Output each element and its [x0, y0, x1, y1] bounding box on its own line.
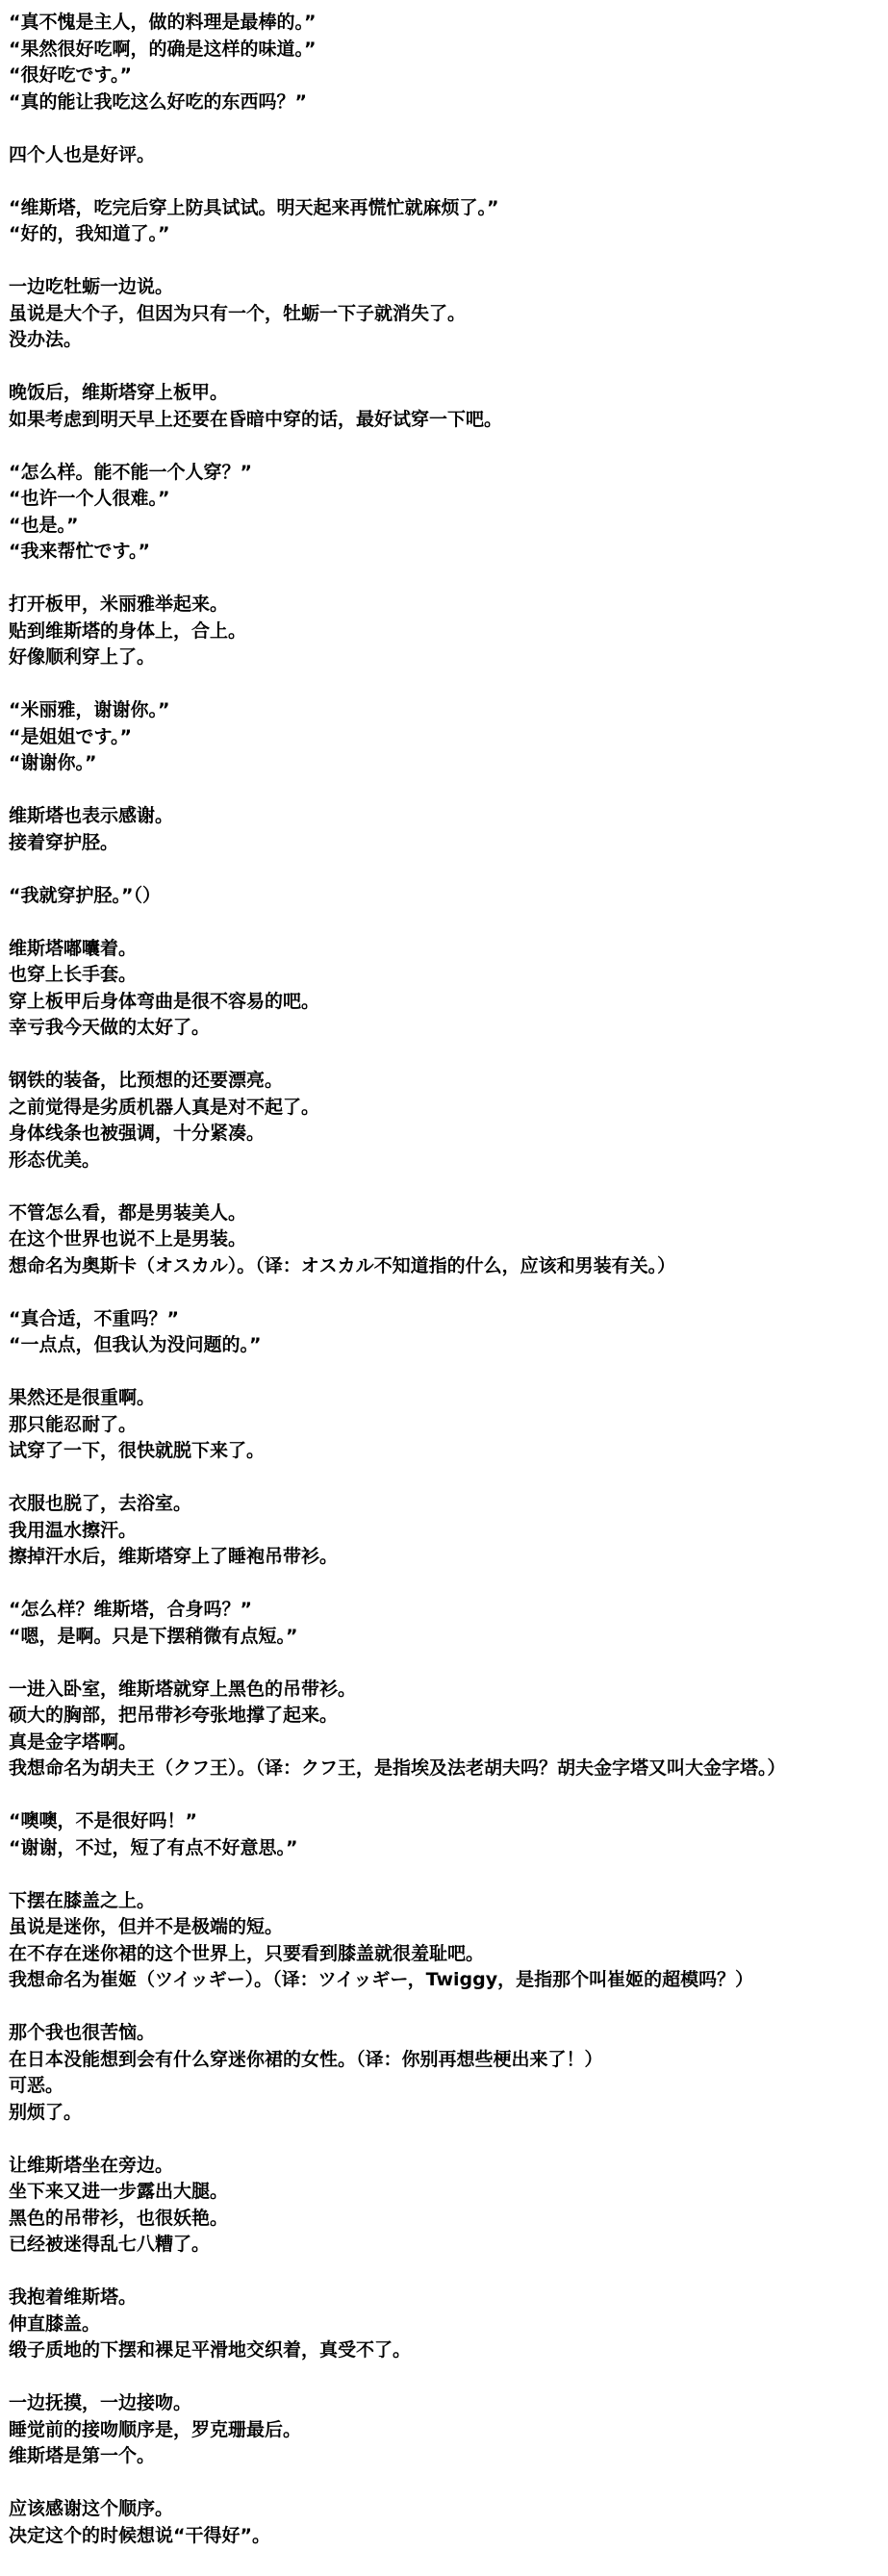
- text-line: “我来帮忙です。”: [9, 541, 150, 562]
- text-line: 也穿上长手套。: [9, 964, 138, 985]
- text-line: 维斯塔是第一个。: [9, 2445, 156, 2466]
- text-line: 缎子质地的下摆和裸足平滑地交织着，真受不了。: [9, 2339, 412, 2361]
- text-line: 已经被迷得乱七八糟了。: [9, 2234, 211, 2255]
- text-line: 之前觉得是劣质机器人真是对不起了。: [9, 1096, 320, 1118]
- text-line: 一边吃牡蛎一边说。: [9, 276, 174, 297]
- text-line: 一进入卧室，维斯塔就穿上黑色的吊带衫。: [9, 1678, 357, 1700]
- paragraph: [9, 592, 879, 671]
- paragraph: [9, 1597, 879, 1650]
- text-line: 接着穿护胫。: [9, 831, 119, 853]
- paragraph: [9, 1306, 879, 1359]
- text-line: 四个人也是好评。: [9, 143, 156, 165]
- paragraph: [9, 803, 879, 856]
- text-line: 我想命名为胡夫王（クフ王）。（译：クフ王，是指埃及法老胡夫吗？胡夫金字塔又叫大金字塔。）: [9, 1757, 786, 1779]
- text-line: 贴到维斯塔的身体上，合上。: [9, 619, 247, 642]
- paragraph: [9, 1200, 879, 1280]
- text-line: 不管怎么看，都是男装美人。: [9, 1201, 247, 1224]
- paragraph: [9, 2285, 879, 2364]
- text-line: 坐下来又进一步露出大腿。: [9, 2181, 229, 2202]
- paragraph: [9, 380, 879, 433]
- paragraph: [9, 2153, 879, 2259]
- text-line: “谢谢，不过，短了有点不好意思。”: [9, 1836, 298, 1858]
- paragraph: [9, 1677, 879, 1782]
- paragraph: [9, 1808, 879, 1861]
- text-line: 让维斯塔坐在旁边。: [9, 2154, 174, 2176]
- text-line: “一点点，但我认为没问题的。”: [9, 1334, 262, 1355]
- text-line: 钢铁的装备，比预想的还要漂亮。: [9, 1070, 284, 1091]
- text-line: 想命名为奥斯卡（オスカル）。（译：オスカル不知道指的什么，应该和男装有关。）: [9, 1254, 676, 1276]
- text-line: “怎么样？维斯塔，合身吗？”: [9, 1599, 252, 1620]
- text-line: 别烦了。: [9, 2101, 83, 2123]
- text-line: 真是金字塔啊。: [9, 1730, 138, 1753]
- paragraph: [9, 2020, 879, 2126]
- text-line: 没办法。: [9, 329, 83, 350]
- text-line: “是姐姐です。”: [9, 725, 132, 747]
- text-line: “米丽雅，谢谢你。”: [9, 699, 170, 720]
- text-line: 果然还是很重啊。: [9, 1387, 156, 1408]
- text-line: 好像顺利穿上了。: [9, 646, 156, 668]
- paragraph: [9, 142, 879, 169]
- text-line: 那个我也很苦恼。: [9, 2022, 156, 2043]
- text-line: 如果考虑到明天早上还要在昏暗中穿的话，最好试穿一下吧。: [9, 408, 503, 430]
- paragraph: [9, 195, 879, 248]
- paragraph: [9, 460, 879, 566]
- text-line: “真不愧是主人，做的料理是最棒的。”: [9, 12, 317, 33]
- text-line: “好的，我知道了。”: [9, 223, 170, 244]
- paragraph: [9, 2390, 879, 2470]
- text-line: “也许一个人很难。”: [9, 488, 170, 509]
- text-line: 虽说是迷你，但并不是极端的短。: [9, 1916, 284, 1937]
- paragraph: [9, 1491, 879, 1571]
- text-line: “真的能让我吃这么好吃的东西吗？”: [9, 90, 307, 113]
- text-line: 试穿了一下，很快就脱下来了。: [9, 1440, 266, 1461]
- text-line: “怎么样。能不能一个人穿？”: [9, 461, 252, 483]
- paragraph: [9, 10, 879, 115]
- text-line: “我就穿护胫。”（）: [9, 884, 161, 906]
- text-line: 伸直膝盖。: [9, 2312, 101, 2335]
- text-line: 睡觉前的接吻顺序是，罗克珊最后。: [9, 2418, 302, 2440]
- text-line: 形态优美。: [9, 1149, 101, 1171]
- text-line: “真合适，不重吗？”: [9, 1307, 179, 1329]
- text-line: 我用温水擦汗。: [9, 1519, 138, 1541]
- paragraph: [9, 1068, 879, 1174]
- text-line: 擦掉汗水后，维斯塔穿上了睡袍吊带衫。: [9, 1546, 339, 1567]
- text-line: 虽说是大个子，但因为只有一个，牡蛎一下子就消失了。: [9, 302, 467, 324]
- paragraph: [9, 936, 879, 1042]
- text-line: 决定这个的时候想说“干得好”。: [9, 2524, 270, 2546]
- paragraph: [9, 1385, 879, 1465]
- paragraph: [9, 1888, 879, 1994]
- text-line: 幸亏我今天做的太好了。: [9, 1017, 211, 1038]
- paragraph: [9, 2496, 879, 2549]
- text-line: “果然很好吃啊，的确是这样的味道。”: [9, 38, 317, 60]
- text-line: 身体线条也被强调，十分紧凑。: [9, 1123, 266, 1144]
- text-line: 维斯塔嘟囔着。: [9, 937, 138, 959]
- text-line: 下摆在膝盖之上。: [9, 1889, 156, 1911]
- text-line: 在日本没能想到会有什么穿迷你裙的女性。（译：你别再想些梗出来了！）: [9, 2048, 603, 2070]
- paragraph: [9, 883, 879, 910]
- text-line: 在这个世界也说不上是男装。: [9, 1228, 247, 1250]
- text-line: 维斯塔也表示感谢。: [9, 805, 174, 826]
- text-line: “谢谢你。”: [9, 752, 97, 773]
- text-line: 衣服也脱了，去浴室。: [9, 1493, 192, 1514]
- text-line: 穿上板甲后身体弯曲是很不容易的吧。: [9, 990, 320, 1012]
- document-body: [9, 10, 879, 2576]
- text-line: 打开板甲，米丽雅举起来。: [9, 593, 229, 615]
- text-line: 我抱着维斯塔。: [9, 2286, 138, 2308]
- text-line: 那只能忍耐了。: [9, 1413, 138, 1435]
- text-line: “维斯塔，吃完后穿上防具试试。明天起来再慌忙就麻烦了。”: [9, 196, 499, 218]
- text-line: “嗯，是啊。只是下摆稍微有点短。”: [9, 1625, 298, 1647]
- text-line: 在不存在迷你裙的这个世界上，只要看到膝盖就很羞耻吧。: [9, 1942, 485, 1964]
- text-line: 应该感谢这个顺序。: [9, 2498, 174, 2519]
- text-line: “噢噢，不是很好吗！”: [9, 1810, 197, 1831]
- text-line: 硕大的胸部，把吊带衫夸张地撑了起来。: [9, 1705, 339, 1726]
- paragraph: [9, 274, 879, 354]
- text-line: 黑色的吊带衫，也很妖艳。: [9, 2207, 229, 2229]
- text-line: 我想命名为崔姬（ツイッギー）。（译：ツイッギー，Twiggy，是指那个叫崔姬的超模吗？）: [9, 1969, 754, 1990]
- paragraph: [9, 697, 879, 777]
- text-line: “很好吃です。”: [9, 64, 132, 86]
- text-line: “也是。”: [9, 514, 79, 536]
- text-line: 一边抚摸，一边接吻。: [9, 2392, 192, 2413]
- text-line: 可恶。: [9, 2075, 64, 2096]
- text-line: 晚饭后，维斯塔穿上板甲。: [9, 382, 229, 403]
